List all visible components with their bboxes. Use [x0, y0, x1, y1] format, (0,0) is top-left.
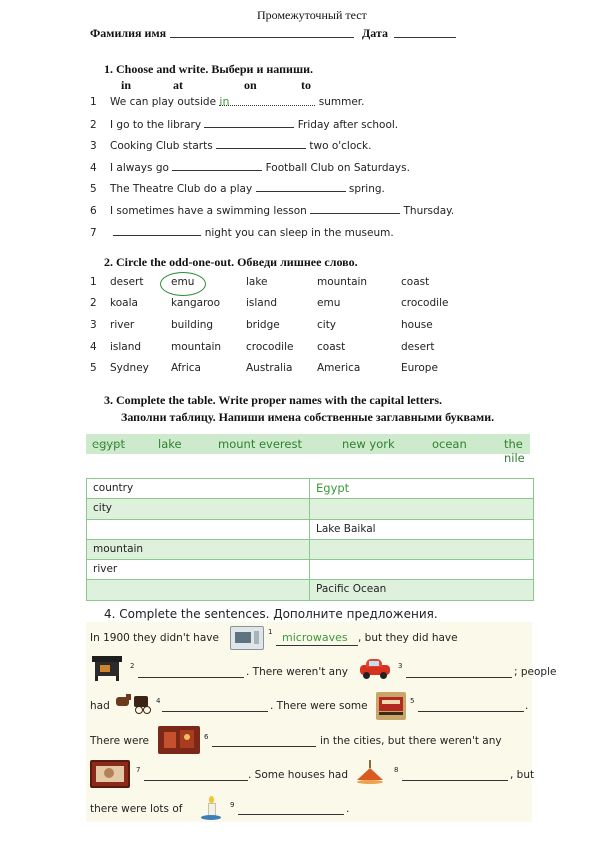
- sentence-end: summer.: [318, 96, 365, 108]
- word-option[interactable]: bridge: [246, 319, 280, 331]
- row-number: 3: [90, 140, 97, 152]
- word-option[interactable]: coast: [401, 276, 430, 288]
- name-field[interactable]: [170, 27, 354, 38]
- sentence-part: ; people: [514, 666, 557, 678]
- sentence-part: had: [90, 700, 110, 712]
- item-number: 2: [130, 662, 135, 670]
- sentence-part: .: [346, 803, 350, 815]
- sentence-part: , but: [510, 769, 535, 781]
- answer-blank[interactable]: [144, 770, 248, 781]
- sentence-end: Thursday.: [403, 205, 455, 217]
- table-cell-category: river: [93, 563, 118, 576]
- car-icon: [358, 656, 392, 682]
- table-row: [87, 539, 533, 559]
- row-number: 1: [90, 96, 97, 108]
- sentence-start: I always go: [110, 162, 169, 174]
- answer-blank[interactable]: [138, 667, 244, 678]
- table-cell-answer: Pacific Ocean: [309, 580, 531, 599]
- word-option[interactable]: emu: [317, 297, 341, 309]
- row-number: 2: [90, 297, 97, 309]
- word-option[interactable]: emu: [171, 276, 195, 288]
- microwave-icon: [230, 626, 264, 650]
- horse-carriage-icon: [114, 692, 152, 716]
- table-cell-category[interactable]: [87, 520, 309, 539]
- option-word: in: [121, 78, 132, 92]
- word-option[interactable]: Sydney: [110, 362, 149, 374]
- sentence-part: . There weren't any: [246, 666, 348, 678]
- names-table: [86, 478, 534, 601]
- row-number: 2: [90, 119, 97, 131]
- sentence-part: There were: [90, 735, 150, 747]
- task1-heading: 1. Choose and write. Выбери и напиши.: [104, 62, 314, 76]
- word-option[interactable]: kangaroo: [171, 297, 221, 309]
- answer-blank[interactable]: [216, 138, 306, 149]
- word-option[interactable]: Europe: [401, 362, 438, 374]
- word-option[interactable]: city: [317, 319, 337, 331]
- answer-blank[interactable]: [204, 117, 294, 128]
- option-word: at: [173, 78, 183, 92]
- word-bank-item: ocean: [432, 437, 467, 451]
- word-option[interactable]: lake: [246, 276, 268, 288]
- table-cell-answer[interactable]: [309, 540, 531, 559]
- row-number: 7: [90, 227, 97, 239]
- table-cell-category: city: [93, 502, 113, 515]
- table-cell-category: mountain: [93, 542, 144, 555]
- word-option[interactable]: house: [401, 319, 433, 331]
- item-number: 1: [268, 628, 273, 636]
- table-cell-category: country: [93, 482, 134, 494]
- television-icon: [90, 760, 130, 788]
- answer-blank[interactable]: [113, 225, 201, 236]
- item-number: 5: [410, 697, 415, 705]
- item-number: 7: [136, 766, 141, 774]
- sentence-start: The Theatre Club do a play: [110, 183, 253, 195]
- tram-icon: [376, 692, 406, 720]
- sentence-end: Football Club on Saturdays.: [265, 162, 410, 174]
- table-row: [87, 519, 533, 539]
- word-option[interactable]: island: [110, 341, 142, 353]
- room-picture-icon: [158, 726, 200, 754]
- word-bank: [86, 434, 530, 465]
- lamp-icon: [354, 760, 388, 788]
- item-number: 3: [398, 662, 403, 670]
- page-title: Промежуточный тест: [257, 8, 367, 22]
- task4-panel: [86, 622, 535, 822]
- date-field[interactable]: [394, 27, 456, 38]
- answer-blank[interactable]: [162, 701, 268, 712]
- row-number: 5: [90, 362, 97, 374]
- filled-answer: microwaves: [282, 631, 348, 644]
- item-number: 6: [204, 733, 209, 741]
- item-number: 4: [156, 697, 161, 705]
- sentence-part: there were lots of: [90, 803, 183, 815]
- table-row: [87, 559, 533, 579]
- word-option[interactable]: crocodile: [246, 341, 294, 353]
- sentence-part: .: [525, 700, 529, 712]
- sentence-start: I go to the library: [110, 119, 202, 131]
- answer-blank[interactable]: [212, 736, 316, 747]
- sentence-part: in the cities, but there weren't any: [320, 735, 502, 747]
- word-option[interactable]: river: [110, 319, 135, 331]
- table-cell-category[interactable]: [87, 580, 309, 599]
- answer-blank[interactable]: [418, 701, 524, 712]
- answer-blank[interactable]: [172, 160, 262, 171]
- item-number: 8: [394, 766, 399, 774]
- answer-blank[interactable]: [402, 770, 508, 781]
- word-bank-item: mount everest: [218, 437, 302, 451]
- item-number: 9: [230, 801, 235, 809]
- task1-row: [90, 138, 371, 152]
- word-option[interactable]: desert: [110, 276, 144, 288]
- sentence-part: . Some houses had: [248, 769, 349, 781]
- task3-heading: 3. Complete the table. Write proper names with the capital letters.: [104, 393, 443, 407]
- word-option[interactable]: island: [246, 297, 278, 309]
- date-label: Дата: [362, 26, 388, 40]
- row-number: 5: [90, 183, 97, 195]
- word-option[interactable]: Australia: [246, 362, 293, 374]
- sentence-start: We can play outside: [110, 96, 217, 108]
- sentence-end: spring.: [348, 183, 385, 195]
- task3-heading-ru: Заполни таблицу. Напиши имена собственные заглавными буквами.: [121, 410, 495, 424]
- table-row: [87, 498, 533, 518]
- table-row: [87, 579, 533, 599]
- table-cell-answer: Lake Baikal: [309, 520, 531, 539]
- row-number: 4: [90, 341, 97, 353]
- option-word: on: [244, 78, 257, 92]
- word-option[interactable]: mountain: [171, 341, 222, 353]
- word-option[interactable]: America: [317, 362, 361, 374]
- answer-blank[interactable]: [219, 95, 315, 106]
- word-bank-item: lake: [158, 437, 182, 451]
- sentence-start: I sometimes have a swimming lesson: [110, 205, 307, 217]
- sentence-start: Cooking Club starts: [110, 140, 213, 152]
- task2-heading: 2. Circle the odd-one-out. Обведи лишнее слово.: [104, 255, 358, 269]
- sentence-part: In 1900 they didn't have: [90, 632, 219, 644]
- table-row: [87, 479, 533, 498]
- task1-row: [90, 160, 410, 174]
- row-number: 3: [90, 319, 97, 331]
- row-number: 1: [90, 276, 97, 288]
- sentence-part: , but they did have: [358, 632, 458, 644]
- task1-row: [90, 181, 385, 195]
- candle-icon: [198, 794, 224, 822]
- task1-row: [90, 117, 398, 131]
- row-number: 4: [90, 162, 97, 174]
- task4-heading: 4. Complete the sentences. Дополните предложения.: [104, 607, 438, 621]
- table-cell-answer[interactable]: Egypt: [309, 479, 531, 498]
- stove-icon: [90, 654, 124, 682]
- word-option[interactable]: Africa: [171, 362, 201, 374]
- task1-row: [90, 203, 454, 217]
- word-option[interactable]: desert: [401, 341, 435, 353]
- word-bank-item: new york: [342, 437, 395, 451]
- answer-blank[interactable]: [406, 667, 512, 678]
- word-bank-item: the nile: [504, 437, 525, 465]
- word-option[interactable]: coast: [317, 341, 346, 353]
- table-cell-answer[interactable]: [309, 560, 531, 579]
- answer-blank[interactable]: [310, 203, 400, 214]
- name-label: Фамилия имя: [90, 26, 167, 40]
- word-bank-item: egypt: [92, 437, 125, 451]
- option-word: to: [301, 78, 311, 92]
- table-cell-answer[interactable]: [309, 499, 531, 518]
- word-option[interactable]: koala: [110, 297, 138, 309]
- sentence-end: two o'clock.: [309, 140, 372, 152]
- filled-answer: in: [219, 95, 230, 108]
- word-option[interactable]: building: [171, 319, 214, 331]
- task1-row: [90, 95, 364, 108]
- word-option[interactable]: crocodile: [401, 297, 449, 309]
- row-number: 6: [90, 205, 97, 217]
- answer-blank[interactable]: [238, 804, 344, 815]
- task1-row: [90, 225, 394, 239]
- sentence-end: Friday after school.: [297, 119, 399, 131]
- sentence-end: night you can sleep in the museum.: [204, 227, 394, 239]
- answer-blank[interactable]: [256, 181, 346, 192]
- sentence-part: . There were some: [270, 700, 368, 712]
- word-option[interactable]: mountain: [317, 276, 368, 288]
